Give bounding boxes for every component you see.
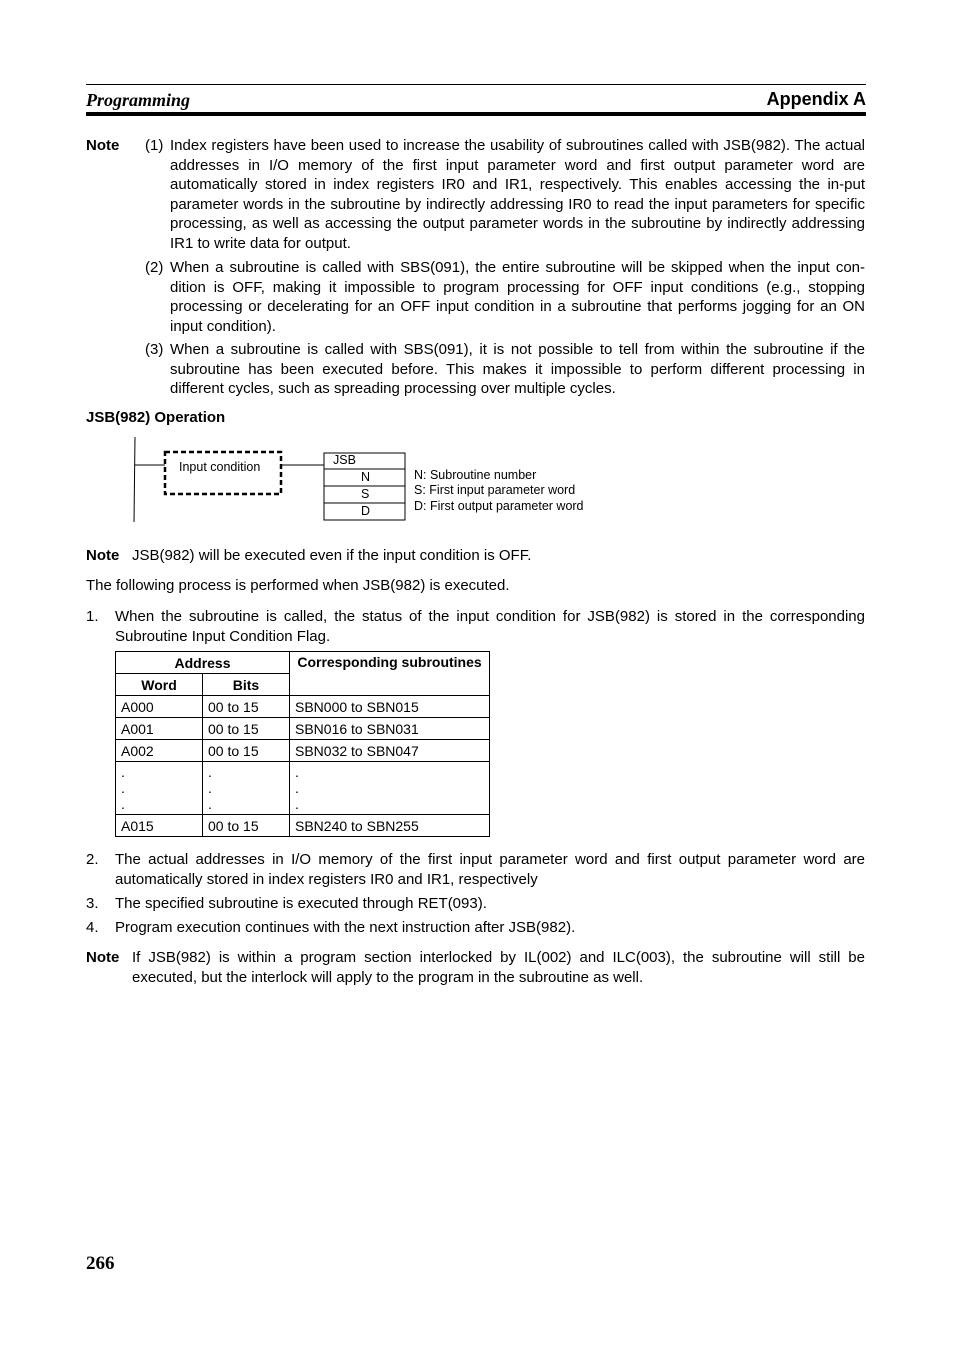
word-cell: A001 <box>116 718 203 740</box>
header-rule-bottom <box>86 112 866 116</box>
subroutine-cell: SBN016 to SBN031 <box>290 718 490 740</box>
step-text: When the subroutine is called, the status of the input condition for JSB(982) is stored in the corresponding Subroutine Input Condition Flag. <box>115 608 865 645</box>
header-section-title: Programming <box>86 90 191 110</box>
table-row-ellipsis <box>116 762 490 815</box>
ellipsis-dot: . <box>295 780 299 796</box>
bits-cell: 00 to 15 <box>203 815 290 837</box>
table-row <box>116 740 490 762</box>
header-rule-top <box>86 84 866 85</box>
input-condition-label: Input condition <box>179 460 261 474</box>
ellipsis-dot: . <box>121 764 125 780</box>
ellipsis-dot: . <box>295 796 299 812</box>
step-text: The specified subroutine is executed through RET(093). <box>115 895 487 912</box>
operand-s-label: S <box>361 487 370 501</box>
note-label: Note <box>86 137 120 154</box>
ellipsis-dot: . <box>295 764 299 780</box>
note-label: Note <box>86 949 120 966</box>
ellipsis-dot: . <box>208 764 212 780</box>
bits-cell: 00 to 15 <box>203 740 290 762</box>
word-cell: A015 <box>116 815 203 837</box>
legend-d: D: First output parameter word <box>414 499 584 513</box>
note-item-number: (1) <box>145 137 164 154</box>
note-text: JSB(982) will be executed even if the input condition is OFF. <box>132 547 532 564</box>
step-number: 4. <box>86 919 99 936</box>
ellipsis-cell <box>290 762 490 815</box>
step-number: 3. <box>86 895 99 912</box>
operand-n-label: N <box>361 470 371 484</box>
table-header-bits: Bits <box>203 674 290 696</box>
bits-cell: 00 to 15 <box>203 718 290 740</box>
table-header-address: Address <box>116 652 290 674</box>
note-item-number: (2) <box>145 259 164 276</box>
intro-text: The following process is performed when JSB(982) is executed. <box>86 577 510 594</box>
ellipsis-cell <box>116 762 203 815</box>
word-cell: A000 <box>116 696 203 718</box>
subroutine-cell: SBN032 to SBN047 <box>290 740 490 762</box>
operand-d-label: D <box>361 504 371 518</box>
bits-cell: 00 to 15 <box>203 696 290 718</box>
ellipsis-cell <box>203 762 290 815</box>
table-header-word: Word <box>116 674 203 696</box>
power-rail <box>134 437 135 522</box>
subroutine-cell: SBN000 to SBN015 <box>290 696 490 718</box>
ellipsis-dot: . <box>208 796 212 812</box>
subroutine-cell: SBN240 to SBN255 <box>290 815 490 837</box>
instruction-label: JSB <box>333 453 356 467</box>
note-item-text: Index registers have been used to increase the usability of subroutines called with JSB(982). The actual addresses in I/O memory of the first input parameter word and first output parameter word are automatically stored in index registers IR0 and IR1, respectively. This enables accessing the in-put parameter words in the subroutine by indirectly addressing IR0 to read the input parameters for specific processing, as well as accessing the output parameter words in the subroutine by indirectly addressing IR1 to write data for output. <box>170 137 865 252</box>
note-item-number: (3) <box>145 341 164 358</box>
legend-s: S: First input parameter word <box>414 483 576 497</box>
ellipsis-dot: . <box>208 780 212 796</box>
header-appendix-title: Appendix A <box>766 89 866 109</box>
note-text: If JSB(982) is within a program section interlocked by IL(002) and ILC(003), the subroutine will still be executed, but the interlock will apply to the program in the subroutine as well. <box>132 949 865 986</box>
table-header-subroutines: Corresponding subroutines <box>290 652 490 696</box>
table-row <box>116 696 490 718</box>
section-title: JSB(982) Operation <box>86 409 226 426</box>
step-number: 1. <box>86 608 99 625</box>
table-row <box>116 815 490 837</box>
word-cell: A002 <box>116 740 203 762</box>
ellipsis-dot: . <box>121 796 125 812</box>
step-text: The actual addresses in I/O memory of the first input parameter word and first output parameter word are automatically stored in index registers IR0 and IR1, respectively <box>115 851 865 888</box>
table-row <box>116 718 490 740</box>
subroutine-flag-table <box>115 651 490 837</box>
page-number: 266 <box>86 1253 115 1274</box>
legend-n: N: Subroutine number <box>414 468 537 482</box>
note-item-text: When a subroutine is called with SBS(091), the entire subroutine will be skipped when the input con-dition is OFF, making it impossible to program processing for OFF input conditions (e.g., stopping processing or decelerating for an OFF input condition in a subroutine that performs jogging for an ON input condition). <box>170 259 865 335</box>
note-label: Note <box>86 547 120 564</box>
step-number: 2. <box>86 851 99 868</box>
step-text: Program execution continues with the next instruction after JSB(982). <box>115 919 576 936</box>
note-item-text: When a subroutine is called with SBS(091), it is not possible to tell from within the subroutine if the subroutine has been executed before. This makes it impossible to perform different processing in different cycles, such as spreading processing over multiple cycles. <box>170 341 865 397</box>
ellipsis-dot: . <box>121 780 125 796</box>
